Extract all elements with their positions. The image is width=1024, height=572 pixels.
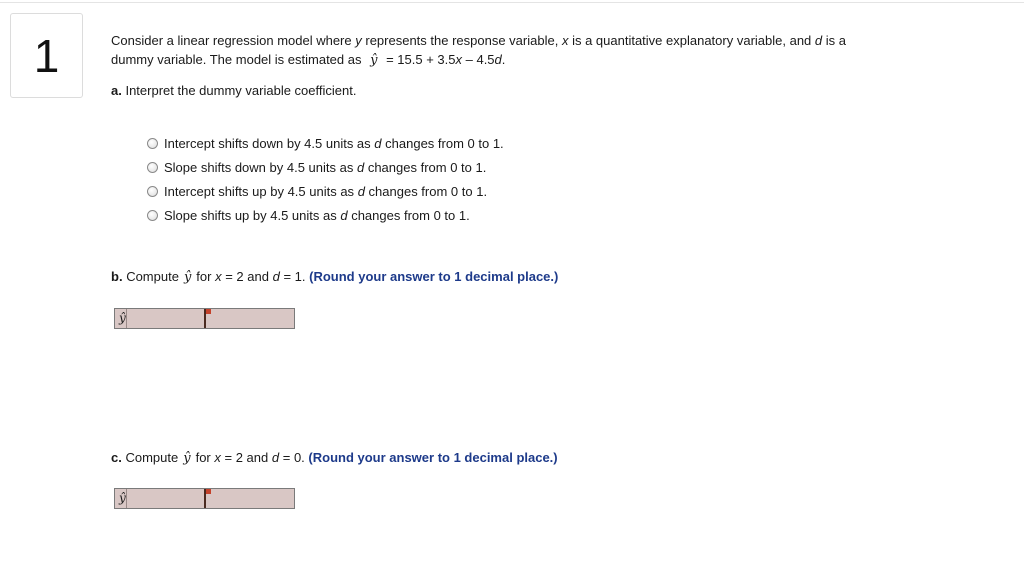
option-intercept-down[interactable]	[147, 131, 504, 155]
radio-button[interactable]	[147, 186, 158, 197]
flag-icon	[204, 489, 206, 508]
radio-button[interactable]	[147, 138, 158, 149]
question-number: 1	[10, 13, 83, 98]
radio-button[interactable]	[147, 210, 158, 221]
rounding-note: (Round your answer to 1 decimal place.)	[309, 269, 559, 284]
rounding-note: (Round your answer to 1 decimal place.)	[308, 450, 558, 465]
option-label: Intercept shifts down by 4.5 units as d changes from 0 to 1.	[164, 135, 504, 151]
question-prompt	[111, 31, 991, 70]
part-c-answer-row	[114, 488, 295, 509]
option-slope-up[interactable]	[147, 203, 504, 227]
top-divider	[0, 2, 1024, 3]
flag-icon	[204, 309, 206, 328]
model-equation: = 15.5 + 3.5x – 4.5d.	[386, 52, 506, 67]
option-label: Slope shifts up by 4.5 units as d changes from 0 to 1.	[164, 207, 470, 223]
radio-button[interactable]	[147, 162, 158, 173]
option-slope-down[interactable]	[147, 155, 504, 179]
option-label: Intercept shifts up by 4.5 units as d changes from 0 to 1.	[164, 183, 488, 199]
prompt-line-1: Consider a linear regression model where y represents the response variable, x is a quantitative explanatory variable, and d is a	[111, 33, 847, 48]
part-c-heading: c. Compute ŷ for x = 2 and d = 0. (Round your answer to 1 decimal place.)	[111, 450, 558, 466]
prompt-line-2: dummy variable. The model is estimated as ŷ = 15.5 + 3.5x – 4.5d.	[111, 52, 506, 68]
part-b-heading: b. Compute ŷ for x = 2 and d = 1. (Round your answer to 1 decimal place.)	[111, 269, 559, 285]
y-hat-symbol: ŷ	[370, 53, 378, 68]
option-label: Slope shifts down by 4.5 units as d changes from 0 to 1.	[164, 159, 487, 175]
option-intercept-up[interactable]	[147, 179, 504, 203]
answer-label: ŷ	[115, 489, 127, 508]
part-b-answer-row	[114, 308, 295, 329]
part-a-options	[147, 131, 504, 227]
part-a-heading: a. Interpret the dummy variable coefficient.	[111, 83, 357, 98]
answer-label: ŷ	[115, 309, 127, 328]
